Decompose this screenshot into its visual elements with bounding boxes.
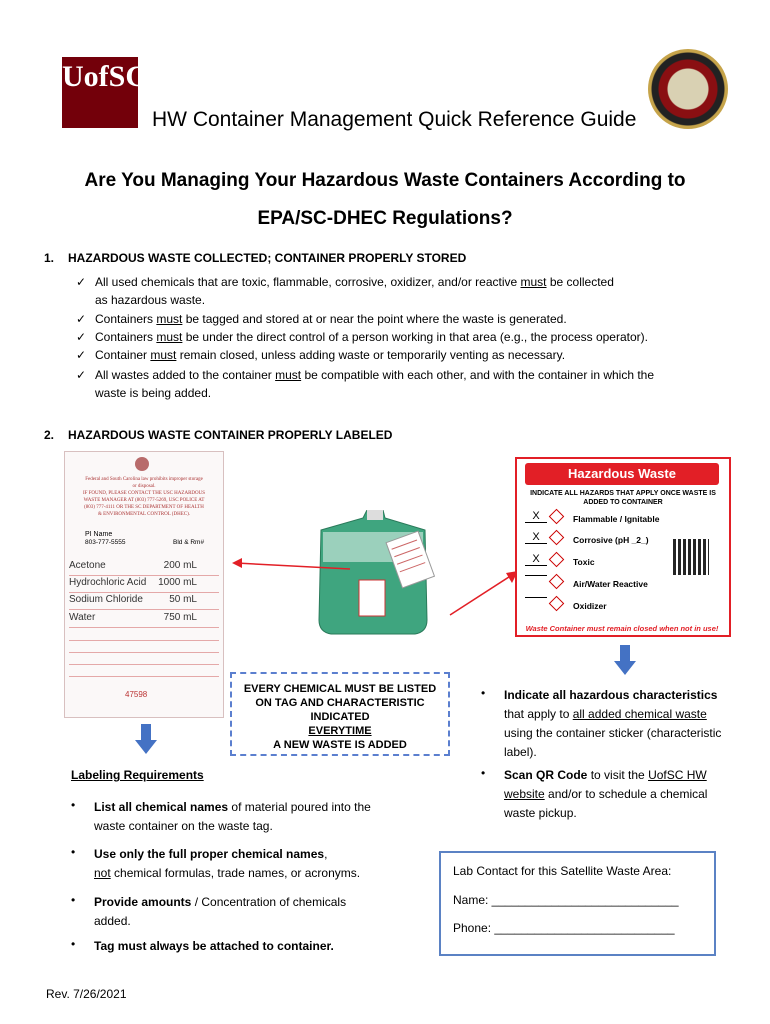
lab-contact-title: Lab Contact for this Satellite Waste Area: — [453, 864, 672, 878]
bullet-scan-qr: • Scan QR Code to visit the UofSC HW website and/or to schedule a chemical waste pickup. — [481, 766, 708, 820]
section1-heading: HAZARDOUS WASTE COLLECTED; CONTAINER PROPERLY STORED — [68, 251, 467, 265]
tag-phone: 803-777-5555 — [85, 539, 126, 546]
tag-bld: Bld & Rm# — [173, 539, 205, 546]
red-arrows-icon — [230, 555, 520, 625]
section1-number: 1. — [44, 251, 55, 265]
flame-icon — [549, 509, 565, 525]
checkmark-icon: ✓ — [76, 312, 87, 326]
website-link[interactable]: website — [504, 787, 545, 801]
tag-number: 47598 — [125, 690, 148, 699]
checkmark-icon: ✓ — [76, 275, 87, 289]
uofsc-hw-link[interactable]: UofSC HW — [648, 768, 707, 782]
hw-label-footer: Waste Container must remain closed when not in use! — [525, 624, 719, 633]
waste-tag-image — [64, 451, 224, 718]
logo-text: UofSC — [62, 60, 148, 93]
law-enforcement-seal — [648, 49, 728, 129]
lab-contact-box — [439, 851, 716, 956]
bullet-tag-attached: • Tag must always be attached to container. — [71, 937, 334, 953]
page-header-title: HW Container Management Quick Reference Guide — [152, 108, 637, 131]
checkmark-icon: ✓ — [76, 348, 87, 362]
labeling-requirements-heading: Labeling Requirements — [71, 768, 204, 782]
hw-label-instruction: INDICATE ALL HAZARDS THAT APPLY ONCE WASTE IS ADDED TO CONTAINER — [530, 490, 716, 506]
down-arrow-icon — [614, 645, 636, 675]
section2-number: 2. — [44, 428, 55, 442]
hazardous-waste-label: Hazardous Waste INDICATE ALL HAZARDS THAT APPLY ONCE WASTE IS ADDED TO CONTAINER X Flammable / Ignitable X Corrosive (pH _2_) X Toxic Air/Water Reactive Oxidizer Waste Container must remain closed when not in use! — [515, 457, 731, 637]
qr-code-icon[interactable] — [673, 539, 709, 575]
tag-chemical-row: Hydrochloric Acid 1000 mL — [69, 577, 219, 593]
bullet-list-names: • List all chemical names of material poured into the waste container on the waste tag. — [71, 798, 371, 833]
main-title-line1: Are You Managing Your Hazardous Waste Containers According to — [84, 170, 686, 191]
tag-grommet-icon — [135, 457, 149, 471]
every-chemical-callout: EVERY CHEMICAL MUST BE LISTED ON TAG AND CHARACTERISTIC INDICATED EVERYTIME A NEW WASTE IS ADDED — [230, 672, 450, 756]
skull-icon — [549, 552, 565, 568]
bullet-provide-amounts: • Provide amounts / Concentration of chemicals added. — [71, 893, 347, 928]
main-title-line2: EPA/SC-DHEC Regulations? — [257, 208, 513, 229]
bullet-full-names: • Use only the full proper chemical names, not chemical formulas, trade names, or acronyms. — [71, 845, 361, 880]
tag-chemical-row: Water 750 mL — [69, 612, 219, 628]
bullet-indicate-hazards: • Indicate all hazardous characteristics that apply to all added chemical waste using the container sticker (characteristic label). — [481, 686, 722, 759]
uofsc-logo — [62, 57, 148, 128]
tag-chemical-row: Sodium Chloride 50 mL — [69, 594, 219, 610]
checkmark-icon: ✓ — [76, 330, 87, 344]
exploding-bomb-icon — [549, 574, 565, 590]
flame-over-circle-icon — [549, 596, 565, 612]
lab-contact-name[interactable]: Name: ____________________________ — [453, 893, 679, 907]
tag-chemical-row: Acetone 200 mL — [69, 560, 219, 576]
section2-heading: HAZARDOUS WASTE CONTAINER PROPERLY LABELED — [68, 428, 393, 442]
down-arrow-icon — [135, 724, 157, 754]
corrosion-icon — [549, 530, 565, 546]
lab-contact-phone[interactable]: Phone: ___________________________ — [453, 921, 675, 935]
revision-date: Rev. 7/26/2021 — [46, 987, 127, 1001]
checkmark-icon: ✓ — [76, 368, 87, 382]
hw-label-title: Hazardous Waste — [525, 463, 719, 485]
tag-warning: Federal and South Carolina law prohibits improper storage or disposal. IF FOUND, PLEASE CONTACT THE USC HAZARDOUS WASTE MANAGER AT (803) 777-5269, USC POLICE AT (803) 777-4111 OR THE SC DEPARTMENT OF HEALTH & ENVIRONMENTAL CONTROL (DHEC). — [82, 477, 206, 517]
tag-pi-name: PI Name — [85, 531, 113, 538]
